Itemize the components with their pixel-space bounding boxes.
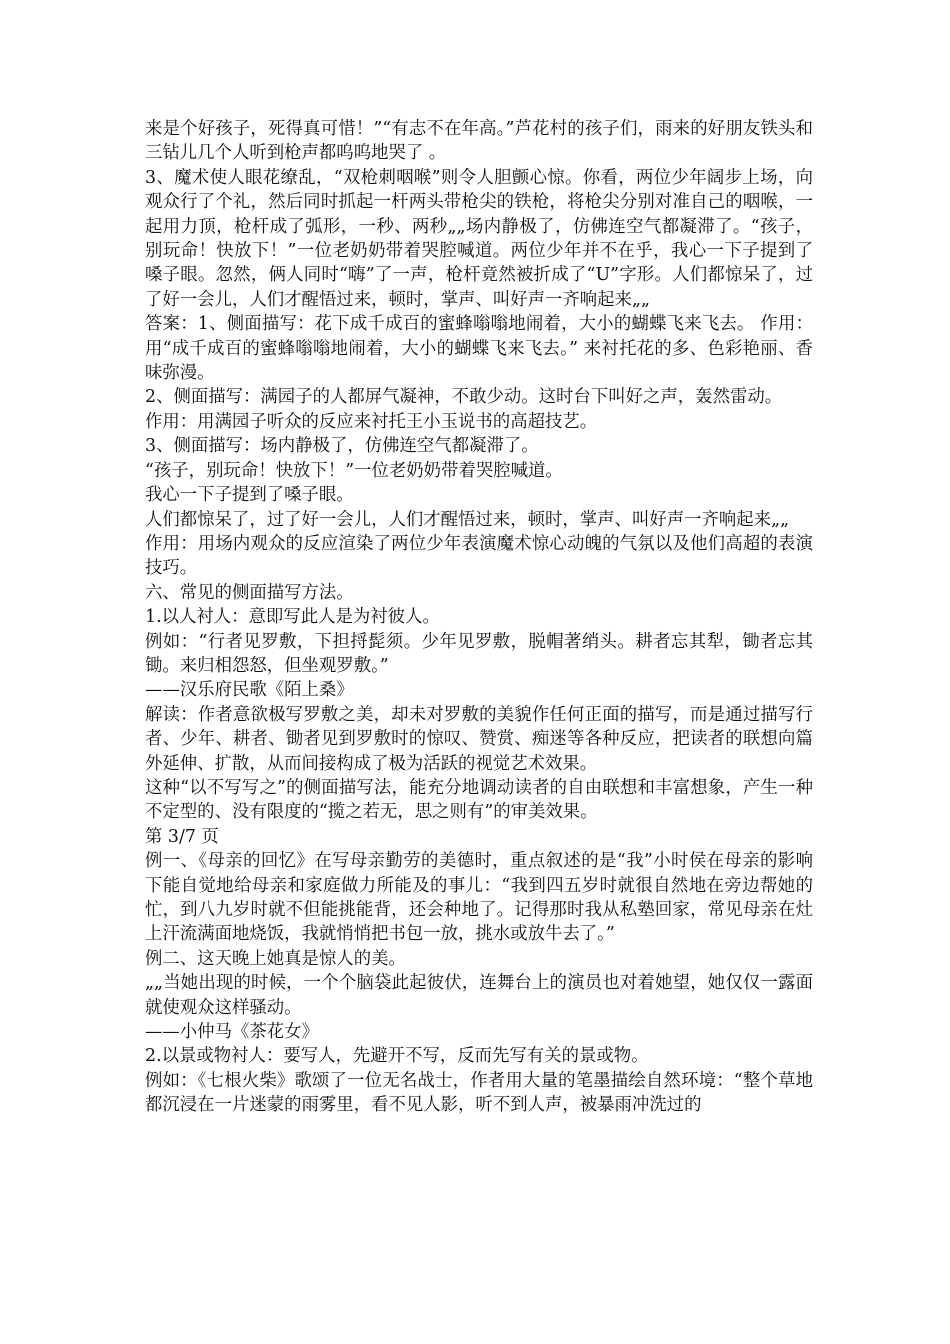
paragraph: 1.以人衬人：意即写此人是为衬彼人。	[145, 607, 440, 628]
paragraph: 这种“以不写写之”的侧面描写法，能充分地调动读者的自由联想和丰富想象，产生一种不定型的、没有限度的“揽之若无，思之则有”的审美效果。	[145, 777, 813, 823]
paragraph: 作用：用场内观众的反应渲染了两位少年表演魔术惊心动魄的气氛以及他们高超的表演技巧。	[145, 533, 813, 579]
paragraph: 3、侧面描写：场内静极了，仿佛连空气都凝滞了。	[145, 436, 539, 457]
paragraph: 例一、《母亲的回忆》在写母亲勤劳的美德时，重点叙述的是“我”小时侯在母亲的影响下能自觉地给母亲和家庭做力所能及的事儿：“我到四五岁时就很自然地在旁边帮她的忙，到八九岁时就不但能挑能背，还会种地了。记得那时我从私塾回家，常见母亲在灶上汗流满面地烧饭，我就悄悄把书包一放，挑水或放牛去了。”	[145, 851, 813, 945]
paragraph: 我心一下子提到了嗓子眼。	[145, 485, 354, 506]
citation: ——汉乐府民歌《陌上桑》	[145, 680, 354, 701]
paragraph: 3、魔术使人眼花缭乱，“双枪刺咽喉”则令人胆颤心惊。你看，两位少年阔步上场，向观众行了个礼，然后同时抓起一杆两头带枪尖的铁枪，将枪尖分别对准自己的咽喉，一起用力顶，枪杆成了弧形，一秒、两秒„„场内静极了，仿佛连空气都凝滞了。“孩子，别玩命！快放下！”一位老奶奶带着哭腔喊道。两位少年并不在乎，我心一下子提到了嗓子眼。忽然，俩人同时“嗨”了一声，枪杆竟然被折成了“U”字形。人们都惊呆了，过了好一会儿，人们才醒悟过来，顿时，掌声、叫好声一齐响起来„„	[145, 167, 813, 310]
paragraph: 作用：用满园子听众的反应来衬托王小玉说书的高超技艺。	[145, 411, 598, 432]
citation: ——小仲马《茶花女》	[145, 1022, 319, 1043]
paragraph: 解读：作者意欲极写罗敷之美，却未对罗敷的美貌作任何正面的描写，而是通过描写行者、少年、耕者、锄者见到罗敷时的惊叹、赞赏、痴迷等各种反应，把读者的联想向篇外延伸、扩散，从而间接构成了极为活跃的视觉艺术效果。	[145, 704, 813, 774]
paragraph: 人们都惊呆了，过了好一会儿，人们才醒悟过来，顿时，掌声、叫好声一齐响起来„„	[145, 509, 790, 530]
paragraph: 2、侧面描写：满园子的人都屏气凝神，不敢少动。这时台下叫好之声，轰然雷动。	[145, 387, 783, 408]
paragraph: “孩子，别玩命！快放下！”一位老奶奶带着哭腔喊道。	[145, 460, 563, 481]
paragraph: 例如：《七根火柴》歌颂了一位无名战士，作者用大量的笔墨描绘自然环境：“整个草地都沉浸在一片迷蒙的雨雾里，看不见人影，听不到人声，被暴雨冲洗过的	[145, 1070, 813, 1116]
paragraph: 2.以景或物衬人：要写人，先避开不写，反而先写有关的景或物。	[145, 1046, 649, 1067]
section-heading: 六、常见的侧面描写方法。	[145, 582, 354, 603]
paragraph: 例如：“行者见罗敷，下担捋髭须。少年见罗敷，脱帽著绡头。耕者忘其犁，锄者忘其锄。来归相怨怒，但坐观罗敷。”	[145, 631, 813, 676]
document-page	[145, 117, 813, 1118]
paragraph: „„当她出现的时候，一个个脑袋此起彼伏，连舞台上的演员也对着她望，她仅仅一露面就使观众这样骚动。	[145, 973, 813, 1018]
paragraph: 例二、这天晚上她真是惊人的美。	[145, 948, 406, 969]
paragraph: 答案：1、侧面描写：花下成千成百的蜜蜂嗡嗡地闹着，大小的蝴蝶飞来飞去。 作用：用“成千成百的蜜蜂嗡嗡地闹着，大小的蝴蝶飞来飞去。” 来衬托花的多、色彩艳丽、香味弥漫。	[145, 314, 813, 384]
paragraph: 来是个好孩子，死得真可惜！”“有志不在年高。”芦花村的孩子们，雨来的好朋友铁头和三钻儿几个人听到枪声都呜呜地哭了 。	[145, 119, 813, 164]
page-number: 第 3/7 页	[145, 826, 219, 847]
